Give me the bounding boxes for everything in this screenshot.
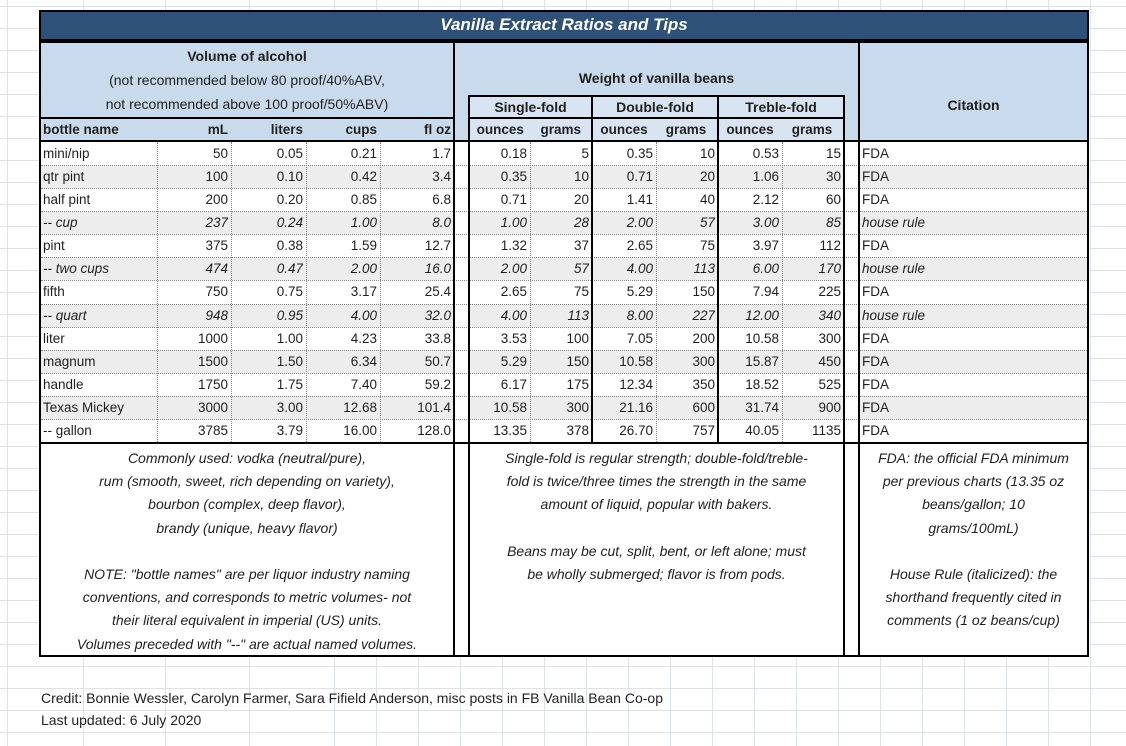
fold-header-treble: Treble-fold <box>717 95 845 119</box>
cell-s_oz: 0.35 <box>500 169 527 185</box>
table-title: Vanilla Extract Ratios and Tips <box>39 10 1089 41</box>
note-line: amount of liquid, popular with bakers. <box>540 496 773 513</box>
cell-t_oz: 18.52 <box>745 376 779 392</box>
cell-s_g: 378 <box>566 422 589 438</box>
cell-t_g: 30 <box>825 169 841 185</box>
cell-citation: FDA <box>862 169 889 185</box>
cell-s_oz: 0.18 <box>500 146 527 161</box>
cell-cups: 0.85 <box>350 192 377 208</box>
cell-d_oz: 8.00 <box>626 307 653 323</box>
cell-ml: 375 <box>205 238 228 254</box>
cell-d_oz: 7.05 <box>626 330 653 346</box>
cell-d_g: 200 <box>692 330 715 346</box>
cell-s_oz: 2.65 <box>500 284 527 300</box>
cell-d_oz: 4.00 <box>626 261 653 277</box>
cell-s_g: 20 <box>573 192 589 208</box>
cell-cups: 16.00 <box>343 422 377 438</box>
cell-cups: 7.40 <box>350 376 377 392</box>
col-bottle-name: bottle name <box>43 122 119 137</box>
note-line: conventions, and corresponds to metric volumes- not <box>82 589 412 606</box>
cell-liters: 3.00 <box>276 399 303 415</box>
cell-citation: FDA <box>862 192 889 208</box>
cell-s_g: 113 <box>567 307 589 323</box>
cell-d_g: 57 <box>699 215 715 231</box>
col-cups: cups <box>345 122 377 137</box>
cell-name: -- gallon <box>43 422 92 438</box>
col-grams: grams <box>540 122 582 137</box>
col-grams: grams <box>791 122 833 137</box>
cell-name: magnum <box>43 353 96 369</box>
cell-citation: FDA <box>862 284 889 300</box>
cell-s_oz: 1.00 <box>500 215 527 231</box>
cell-floz: 6.8 <box>432 192 451 208</box>
cell-ml: 100 <box>205 169 228 185</box>
note-line: grams/100mL) <box>928 519 1019 536</box>
cell-cups: 0.21 <box>350 146 377 161</box>
note-line: be wholly submerged; flavor is from pods. <box>527 566 786 582</box>
cell-d_g: 300 <box>692 353 715 369</box>
note-line: fold is twice/three times the strength in the same <box>506 473 807 490</box>
cell-t_g: 112 <box>819 238 841 254</box>
fold-header-double: Double-fold <box>591 95 719 119</box>
cell-s_oz: 10.58 <box>493 399 527 415</box>
cell-name: half pint <box>43 192 91 208</box>
cell-t_oz: 10.58 <box>745 330 779 346</box>
cell-s_oz: 1.32 <box>500 238 527 254</box>
cell-liters: 1.50 <box>276 353 303 369</box>
cell-name: fifth <box>43 284 65 300</box>
cell-liters: 0.20 <box>276 192 303 208</box>
cell-ml: 1750 <box>197 376 228 392</box>
cell-s_g: 300 <box>566 399 589 415</box>
cell-d_oz: 0.35 <box>626 146 653 161</box>
cell-s_oz: 0.71 <box>500 192 527 208</box>
cell-liters: 3.79 <box>276 422 303 438</box>
col-ml: mL <box>207 122 228 137</box>
cell-d_g: 150 <box>692 284 715 300</box>
cell-floz: 16.0 <box>424 261 451 277</box>
notes-citation <box>858 442 1089 657</box>
cell-d_oz: 10.58 <box>619 353 653 369</box>
cell-s_g: 37 <box>573 238 589 254</box>
cell-cups: 3.17 <box>350 284 377 300</box>
subheader-single <box>468 117 593 142</box>
cell-s_oz: 6.17 <box>500 376 527 392</box>
cell-floz: 1.7 <box>432 146 451 161</box>
note-line: NOTE: "bottle names" are per liquor industry naming <box>84 566 410 582</box>
cell-t_g: 170 <box>818 261 841 277</box>
cell-ml: 237 <box>205 215 228 231</box>
note-line <box>470 517 843 540</box>
cell-cups: 6.34 <box>350 353 377 369</box>
credit-line: Credit: Bonnie Wessler, Carolyn Farmer, Sara Fifield Anderson, misc posts in FB Vanilla Bean Co-op <box>41 690 663 706</box>
cell-t_g: 450 <box>818 353 841 369</box>
cell-citation: FDA <box>862 376 889 392</box>
cell-s_g: 57 <box>573 261 589 277</box>
beans-header-title: Weight of vanilla beans <box>578 70 735 86</box>
cell-t_oz: 6.00 <box>752 261 779 277</box>
cell-liters: 0.05 <box>276 146 303 161</box>
volume-header-line3: not recommended above 100 proof/50%ABV) <box>105 96 389 112</box>
cell-ml: 3000 <box>197 399 228 415</box>
volume-header-title: Volume of alcohol <box>187 48 307 64</box>
col-ounces: ounces <box>600 122 648 137</box>
cell-d_g: 20 <box>699 169 715 185</box>
cell-d_oz: 21.16 <box>619 399 653 415</box>
cell-floz: 3.4 <box>432 169 451 185</box>
cell-cups: 4.23 <box>350 330 377 346</box>
cell-liters: 0.10 <box>276 169 303 185</box>
cell-t_g: 85 <box>825 215 841 231</box>
cell-ml: 474 <box>205 261 228 277</box>
last-updated-line: Last updated: 6 July 2020 <box>41 712 202 728</box>
note-line: rum (smooth, sweet, rich depending on variety), <box>99 473 395 490</box>
note-line: comments (1 oz beans/cup) <box>887 612 1060 629</box>
cell-d_oz: 26.70 <box>619 422 653 438</box>
cell-floz: 33.8 <box>424 330 451 346</box>
cell-d_oz: 5.29 <box>626 284 653 300</box>
table-bottom-border <box>39 655 1089 657</box>
fold-header-single: Single-fold <box>468 95 593 119</box>
cell-name: Texas Mickey <box>43 399 125 415</box>
cell-citation: house rule <box>862 215 926 231</box>
cell-liters: 0.47 <box>276 261 303 277</box>
note-line: beans/gallon; 10 <box>922 496 1025 513</box>
note-line: brandy (unique, heavy flavor) <box>156 519 338 536</box>
cell-ml: 750 <box>205 284 228 300</box>
cell-d_g: 600 <box>692 399 715 415</box>
cell-liters: 0.38 <box>276 238 303 254</box>
cell-name: -- quart <box>43 307 87 323</box>
col-grams: grams <box>665 122 707 137</box>
cell-t_oz: 40.05 <box>745 422 779 438</box>
cell-t_g: 15 <box>825 146 841 161</box>
cell-d_g: 113 <box>693 261 715 277</box>
cell-s_oz: 5.29 <box>500 353 527 369</box>
cell-s_g: 150 <box>566 353 589 369</box>
note-line: Beans may be cut, split, bent, or left alone; must <box>507 542 806 559</box>
cell-citation: FDA <box>862 353 889 369</box>
divider-line <box>39 442 1089 444</box>
cell-floz: 25.4 <box>424 284 451 300</box>
cell-floz: 128.0 <box>417 422 451 438</box>
cell-d_oz: 2.65 <box>626 238 653 254</box>
gridline <box>1090 0 1091 746</box>
note-line: bourbon (complex, deep flavor), <box>148 496 346 513</box>
volume-header-line2: (not recommended below 80 proof/40%ABV, <box>109 72 385 88</box>
cell-s_oz: 4.00 <box>500 307 527 323</box>
cell-liters: 0.24 <box>276 215 303 231</box>
cell-floz: 101.4 <box>417 399 451 415</box>
cell-s_g: 10 <box>573 169 589 185</box>
cell-s_g: 5 <box>581 146 589 161</box>
cell-t_g: 225 <box>818 284 841 300</box>
notes-beans <box>468 442 845 657</box>
cell-t_g: 340 <box>818 307 841 323</box>
gridline <box>0 6 1126 7</box>
cell-d_g: 40 <box>699 192 715 208</box>
cell-liters: 0.95 <box>276 307 303 323</box>
cell-liters: 1.75 <box>276 376 303 392</box>
cell-t_oz: 2.12 <box>752 192 779 208</box>
cell-ml: 948 <box>205 307 228 323</box>
cell-s_g: 175 <box>566 376 589 392</box>
gridline <box>7 0 8 746</box>
cell-t_oz: 3.00 <box>752 215 779 231</box>
cell-s_oz: 3.53 <box>500 330 527 346</box>
cell-name: -- two cups <box>43 261 110 277</box>
cell-ml: 1500 <box>197 353 228 369</box>
col-liters: liters <box>270 122 303 137</box>
cell-floz: 32.0 <box>424 307 451 323</box>
cell-citation: FDA <box>862 399 889 415</box>
cell-citation: house rule <box>862 307 926 323</box>
cell-cups: 2.00 <box>350 261 377 277</box>
cell-t_oz: 3.97 <box>752 238 779 254</box>
cell-floz: 59.2 <box>424 376 451 392</box>
citation-header-box <box>858 41 1089 142</box>
cell-d_oz: 12.34 <box>619 376 653 392</box>
cell-citation: house rule <box>862 261 926 277</box>
cell-d_g: 10 <box>699 146 715 161</box>
cell-d_g: 350 <box>692 376 715 392</box>
cell-cups: 1.00 <box>350 215 377 231</box>
cell-citation: FDA <box>862 422 889 438</box>
cell-d_g: 227 <box>692 307 715 323</box>
note-line: shorthand frequently cited in <box>885 589 1062 606</box>
cell-d_oz: 1.41 <box>626 192 653 208</box>
cell-citation: FDA <box>862 330 889 346</box>
subheader-double <box>591 117 719 142</box>
cell-name: handle <box>43 376 84 392</box>
cell-floz: 12.7 <box>424 238 451 254</box>
cell-ml: 1000 <box>197 330 228 346</box>
note-line <box>41 540 453 563</box>
cell-d_g: 75 <box>699 238 715 254</box>
cell-d_oz: 0.71 <box>626 169 653 185</box>
cell-t_oz: 31.74 <box>745 399 779 415</box>
note-line: FDA: the official FDA minimum <box>878 450 1069 466</box>
cell-cups: 1.59 <box>350 238 377 254</box>
subheader-treble <box>717 117 845 142</box>
cell-ml: 50 <box>212 146 228 161</box>
col-floz: fl oz <box>424 122 451 137</box>
cell-name: -- cup <box>43 215 78 231</box>
cell-name: qtr pint <box>43 169 85 185</box>
cell-t_oz: 15.87 <box>745 353 779 369</box>
note-line: Single-fold is regular strength; double-fold/treble- <box>505 450 808 466</box>
cell-d_oz: 2.00 <box>626 215 653 231</box>
cell-liters: 0.75 <box>276 284 303 300</box>
citation-header-label: Citation <box>947 97 1000 113</box>
cell-ml: 200 <box>205 192 228 208</box>
cell-name: mini/nip <box>43 146 90 161</box>
gridline <box>0 666 1126 667</box>
cell-name: liter <box>43 330 65 346</box>
cell-floz: 8.0 <box>432 215 451 231</box>
cell-t_oz: 7.94 <box>752 284 779 300</box>
cell-liters: 1.00 <box>276 330 303 346</box>
col-ounces: ounces <box>476 122 524 137</box>
cell-d_g: 757 <box>692 422 715 438</box>
cell-t_g: 300 <box>818 330 841 346</box>
cell-citation: FDA <box>862 146 889 161</box>
cell-t_oz: 12.00 <box>745 307 779 323</box>
cell-t_oz: 0.53 <box>752 146 779 161</box>
notes-alcohol <box>39 442 455 657</box>
cell-t_g: 1135 <box>811 422 841 438</box>
cell-cups: 12.68 <box>343 399 377 415</box>
cell-t_g: 60 <box>825 192 841 208</box>
note-line <box>860 540 1087 563</box>
cell-t_g: 525 <box>818 376 841 392</box>
col-ounces: ounces <box>726 122 774 137</box>
cell-ml: 3785 <box>197 422 228 438</box>
note-line: their literal equivalent in imperial (US) units. <box>112 612 382 629</box>
cell-s_oz: 13.35 <box>493 422 527 438</box>
cell-s_g: 75 <box>573 284 589 300</box>
cell-cups: 0.42 <box>350 169 377 185</box>
cell-cups: 4.00 <box>350 307 377 323</box>
cell-s_oz: 2.00 <box>500 261 527 277</box>
cell-t_g: 900 <box>818 399 841 415</box>
cell-s_g: 100 <box>566 330 589 346</box>
gridline <box>0 732 1126 733</box>
cell-name: pint <box>43 238 65 254</box>
note-line: Commonly used: vodka (neutral/pure), <box>127 450 367 466</box>
cell-s_g: 28 <box>573 215 589 231</box>
note-line: House Rule (italicized): the <box>889 566 1058 582</box>
note-line: Volumes preceded with "--" are actual named volumes. <box>76 635 418 652</box>
cell-floz: 50.7 <box>424 353 451 369</box>
note-line: per previous charts (13.35 oz <box>882 473 1065 490</box>
cell-citation: FDA <box>862 238 889 254</box>
cell-t_oz: 1.06 <box>752 169 779 185</box>
